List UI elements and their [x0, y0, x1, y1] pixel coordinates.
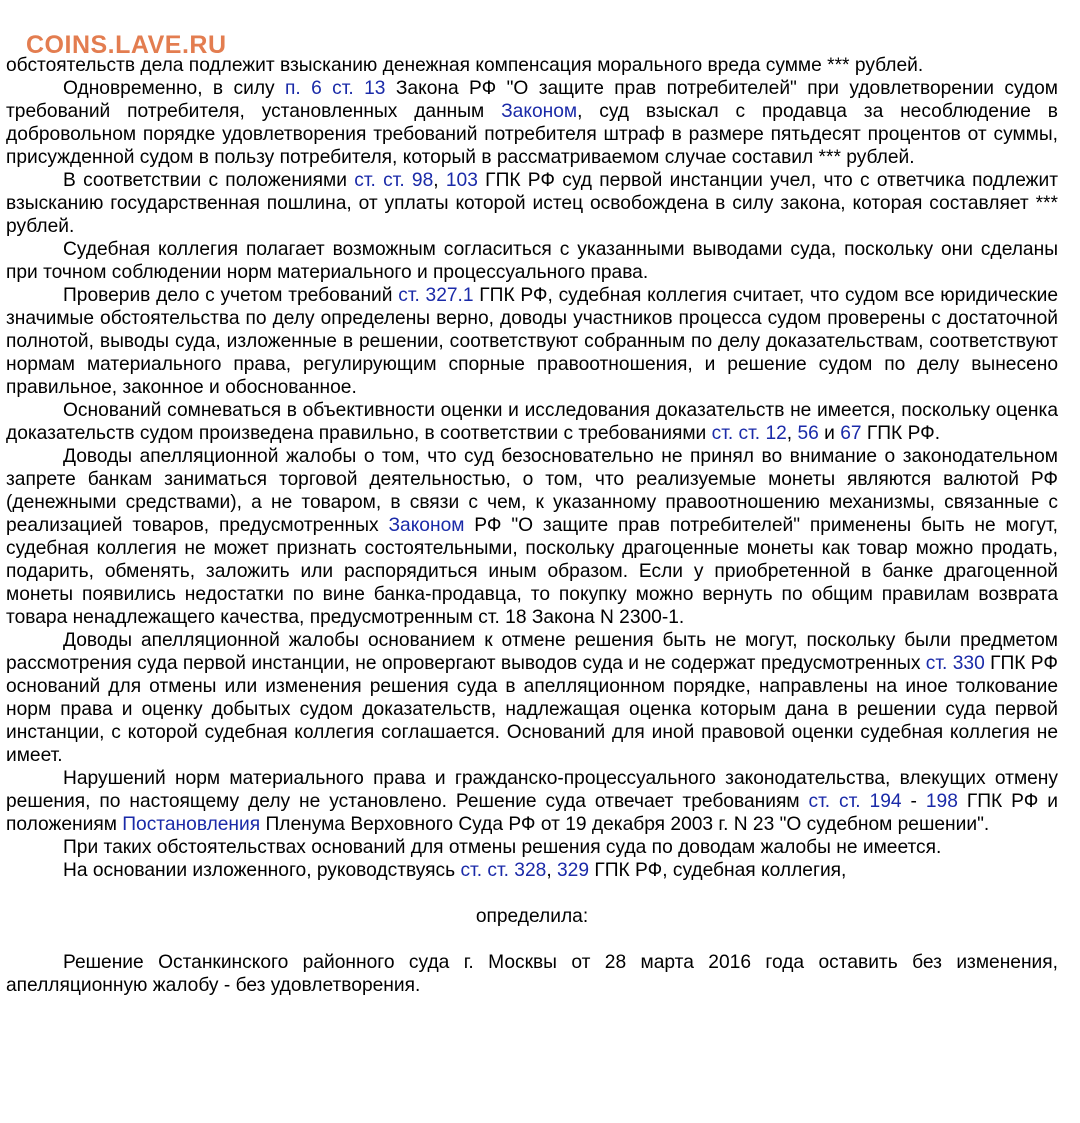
paragraph-text: Доводы апелляционной жалобы о том, что суд безосновательно не принял во внимание о законодательном запрете банкам заниматься торговой деятельностью, о том, что реализуемые монеты являются валютой РФ (денежными средствами), а не товаром, в связи с чем, к указанному правоотношению механизмы, связанные с реализацией товаров, предусмотренных [6, 446, 1058, 536]
paragraph-text [322, 78, 332, 99]
law-reference-link[interactable]: Законом [501, 101, 578, 122]
law-reference-link[interactable]: ст. ст. 328 [460, 860, 547, 881]
paragraph-text: , [433, 170, 446, 191]
law-reference-link[interactable]: 329 [556, 860, 589, 881]
document-paragraph [6, 836, 1058, 859]
paragraph-text: Оснований сомневаться в объективности оценки и исследования доказательств не имеется, поскольку оценка доказательств судом произведена правильно, в соответствии с требованиями [6, 400, 1058, 444]
document-paragraph [6, 629, 1058, 767]
law-reference-link[interactable]: ст. ст. 12 [711, 423, 787, 444]
law-reference-link[interactable]: ст. ст. 194 [808, 791, 902, 812]
paragraph-text: При таких обстоятельствах оснований для отмены решения суда по доводам жалобы не имеется. [63, 837, 942, 858]
document-paragraph [6, 284, 1058, 399]
paragraph-text: РФ "О защите прав потребителей" применены быть не могут, судебная коллегия не может признать состоятельными, поскольку драгоценные монеты как товар можно продать, подарить, обменять, заложить или распорядиться иным образом. Если у приобретенной в банке драгоценной монеты появились недостатки по вине банка-продавца, то покупку можно вернуть по общим правилам возврата товара ненадлежащего качества, предусмотренным ст. 18 Закона N 2300-1. [6, 515, 1058, 628]
law-reference-link[interactable]: ст. 327.1 [398, 285, 474, 306]
paragraph-text: ГПК РФ оснований для отмены или изменения решения суда в апелляционном порядке, направлены на иное толкование норм права и оценку добытых судом доказательств, надлежащая оценка которым дана в решении суда первой инстанции, с которой судебная коллегия соглашается. Оснований для иной правовой оценки судебная коллегия не имеет. [6, 653, 1058, 766]
law-reference-link[interactable]: 56 [797, 423, 819, 444]
paragraph-text: ГПК РФ и положениям [6, 791, 1058, 835]
document-paragraph [6, 767, 1058, 836]
paragraph-text: Одновременно, в силу [63, 78, 285, 99]
law-reference-link[interactable]: Постановления [122, 814, 261, 835]
law-reference-link[interactable]: ст. 330 [925, 653, 985, 674]
site-watermark: COINS.LAVE.RU [26, 31, 227, 59]
paragraph-text: , [786, 423, 798, 444]
final-ruling-paragraph [6, 951, 1058, 997]
law-reference-link[interactable]: 198 [925, 791, 958, 812]
paragraph-text: , суд взыскал с продавца за несоблюдение в добровольном порядке удовлетворения требований потребителя штраф в размере пятьдесят процентов от суммы, присужденной судом в пользу потребителя, который в рассматриваемом случае составил *** рублей. [6, 101, 1058, 168]
document-paragraph [6, 77, 1058, 169]
document-paragraph [6, 399, 1058, 445]
law-reference-link[interactable]: ст. 13 [332, 78, 386, 99]
paragraph-text: Судебная коллегия полагает возможным согласиться с указанными выводами суда, поскольку они сделаны при точном соблюдении норм материального и процессуального права. [6, 239, 1058, 283]
paragraph-text: определила: [475, 906, 589, 927]
law-reference-link[interactable]: 103 [445, 170, 478, 191]
document-paragraph [6, 169, 1058, 238]
document-paragraph [6, 859, 1058, 882]
paragraph-text: обстоятельств дела подлежит взысканию денежная компенсация морального вреда сумме *** рублей. [6, 55, 924, 76]
paragraph-text: и [818, 423, 841, 444]
paragraph-text: ГПК РФ. [861, 423, 941, 444]
paragraph-text: ГПК РФ, судебная коллегия считает, что судом все юридические значимые обстоятельства по делу определены верно, доводы участников процесса судом проверены с достаточной полнотой, выводы суда, изложенные в решении, соответствуют собранным по делу доказательствам, соответствуют нормам материального права, регулирующим спорные правоотношения, и решение судом по делу вынесено правильное, законное и обоснованное. [6, 285, 1058, 398]
law-reference-link[interactable]: ст. ст. 98 [354, 170, 434, 191]
paragraph-text: ГПК РФ, судебная коллегия, [589, 860, 847, 881]
law-reference-link[interactable]: Законом [388, 515, 465, 536]
law-reference-link[interactable]: п. 6 [284, 78, 322, 99]
paragraph-text: , [546, 860, 557, 881]
document-paragraph [6, 445, 1058, 629]
paragraph-text: - [901, 791, 926, 812]
paragraph-text: ГПК РФ суд первой инстанции учел, что с ответчика подлежит взысканию государственная пошлина, от уплаты которой истец освобождена в силу закона, которая составляет *** рублей. [6, 170, 1058, 237]
paragraph-text: Нарушений норм материального права и гражданско-процессуального законодательства, влекущих отмену решения, по настоящему делу не установлено. Решение суда отвечает требованиям [6, 768, 1058, 812]
paragraph-text: В соответствии с положениями [63, 170, 355, 191]
decision-heading [6, 905, 1058, 928]
paragraph-text: Пленума Верховного Суда РФ от 19 декабря 2003 г. N 23 "О судебном решении". [260, 814, 990, 835]
document-paragraph [6, 238, 1058, 284]
document-body [6, 54, 1058, 997]
paragraph-text: Решение Останкинского районного суда г. Москвы от 28 марта 2016 года оставить без изменения, апелляционную жалобу - без удовлетворения. [6, 952, 1058, 996]
paragraph-text: Проверив дело с учетом требований [63, 285, 399, 306]
law-reference-link[interactable]: 67 [840, 423, 862, 444]
paragraph-text: На основании изложенного, руководствуясь [63, 860, 461, 881]
paragraph-text: Закона РФ "О защите прав потребителей" при удовлетворении судом требований потребителя, установленных данным [6, 78, 1058, 122]
paragraph-text: Доводы апелляционной жалобы основанием к отмене решения быть не могут, поскольку были предметом рассмотрения суда первой инстанции, не опровергают выводов суда и не содержат предусмотренных [6, 630, 1058, 674]
